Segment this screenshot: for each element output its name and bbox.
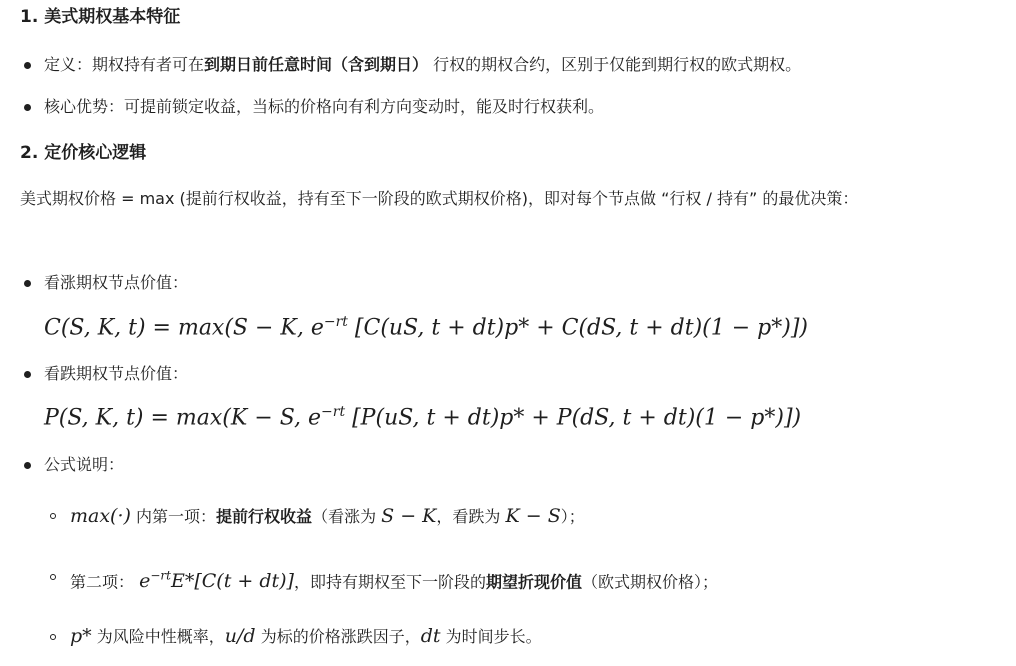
bullet-dot (24, 104, 31, 111)
section-heading: 2. 定价核心逻辑 (20, 143, 147, 163)
call-label: 看涨期权节点价值： (44, 273, 189, 292)
definition-bold: 到期日前任意时间（含到期日） (204, 55, 429, 74)
put-formula: P(S, K, t) = max(K − S, $e^{-rt}$ [P(uS, t + dt)p* + P(dS, t + dt)(1 − p*)]) (44, 404, 802, 431)
explain-text: ，看跌为 (436, 507, 501, 526)
math-put-payoff: K − S (505, 505, 561, 527)
explain-sub-item-1 (70, 504, 585, 529)
explain-sub-item-2 (70, 564, 718, 594)
math-expected-value: $e^{-rt}E*[C(t + dt)]$ (139, 569, 294, 593)
math-p-star: p* (70, 625, 92, 647)
list-item-definition (44, 54, 801, 76)
section-heading: 1. 美式期权基本特征 (20, 7, 181, 27)
sub-bullet-circle (50, 574, 56, 580)
explain-label: 公式说明： (44, 455, 125, 474)
bullet-dot (24, 462, 31, 469)
math-dt: dt (420, 625, 441, 647)
sub-bullet-circle (50, 634, 56, 640)
definition-prefix: 定义：期权持有者可在 (44, 55, 205, 74)
put-label: 看跌期权节点价值： (44, 364, 189, 383)
bullet-dot (24, 371, 31, 378)
explain-text: （欧式期权价格）； (582, 572, 719, 592)
explain-text: （看涨为 (312, 507, 377, 526)
call-formula: C(S, K, t) = max(S − K, $e^{-rt}$ [C(uS, t + dt)p* + C(dS, t + dt)(1 − p*)]) (44, 314, 808, 341)
explain-text: 为风险中性概率， (96, 627, 225, 646)
definition-suffix: 行权的期权合约，区别于仅能到期行权的欧式期权。 (433, 55, 802, 74)
bullet-dot (24, 62, 31, 69)
explain-sub-item-3 (70, 624, 542, 649)
pricing-paragraph: 美式期权价格 = max (提前行权收益，持有至下一阶段的欧式期权价格)，即对每个节点做 “行权 / 持有” 的最优决策： (20, 189, 859, 208)
explain-text: ，即持有期权至下一阶段的 (293, 572, 486, 592)
explain-text: 第二项： (70, 572, 135, 592)
math-call-payoff: S − K (381, 505, 437, 527)
math-max: max(·) (70, 505, 131, 527)
explain-text: ）； (560, 507, 585, 526)
math-ud: u/d (224, 625, 256, 647)
bullet-dot (24, 280, 31, 287)
sub-bullet-circle (50, 513, 56, 519)
explain-text: 内第一项： (136, 507, 217, 526)
explain-bold: 期望折现价值 (486, 572, 583, 592)
explain-bold: 提前行权收益 (216, 507, 313, 526)
explain-text: 为时间步长。 (445, 627, 542, 646)
list-item-advantage: 核心优势：可提前锁定收益，当标的价格向有利方向变动时，能及时行权获利。 (44, 97, 605, 116)
explain-text: 为标的价格涨跌因子， (260, 627, 421, 646)
